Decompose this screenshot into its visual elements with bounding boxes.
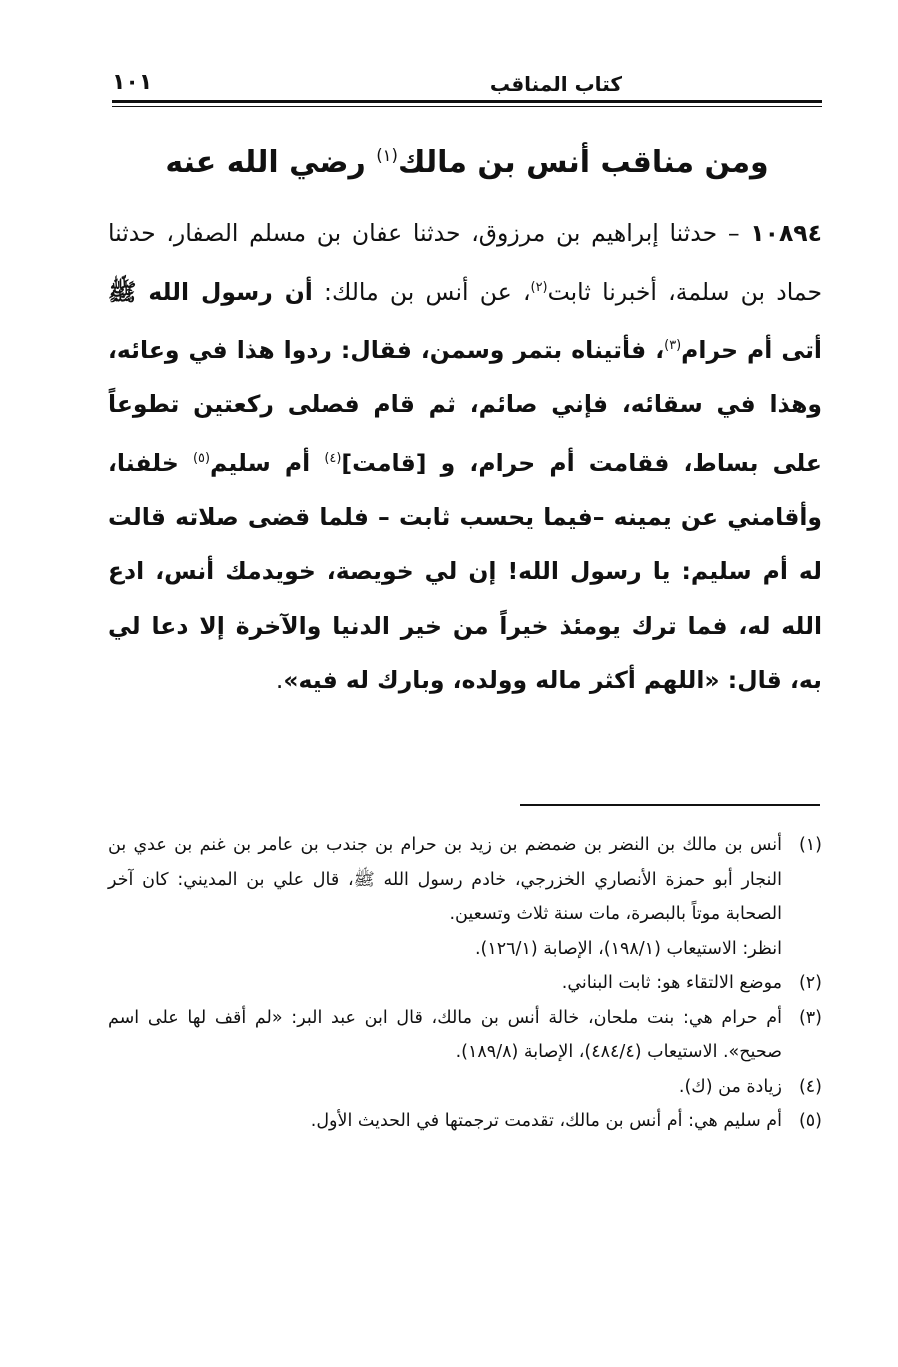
footnote-text: زيادة من (ك). [678, 1076, 782, 1097]
header-rule-thin [112, 106, 822, 107]
chapter-title-tail: رضي الله عنه [165, 145, 377, 180]
footnote-text: أنس بن مالك بن النضر بن ضمضم بن زيد بن حرام بن جندب بن عامر بن غنم بن عدي بن النجار أبو حمزة الأنصاري الخزرجي، خادم رسول الله ﷺ، قال علي بن المديني: كان آخر الصحابة موتاً بالبصرة، مات سنة ثلاث وتسعين. [108, 835, 782, 924]
footnote [108, 1070, 822, 1105]
footnote-ref: (٢) [530, 279, 548, 295]
footnote-ref: (٣) [664, 337, 682, 353]
isnad-part-1: – حدثنا إبراهيم بن مرزوق، حدثنا عفان بن مسلم الصفار، حدثنا حماد بن سلمة، أخبرنا ثابت [108, 219, 823, 306]
page-number: ١٠١ [112, 70, 153, 95]
matn-part-2: ، فأتيناه بتمر وسمن، فقال: ردوا هذا في وعائه، وهذا في سقائه، فإني صائم، ثم قام فصلى ركعتين تطوعاً على بساط، فقامت أم حرام، و [قامت] [108, 335, 822, 477]
footnote-ref: (٥) [192, 450, 210, 466]
chapter-title-text: ومن مناقب أنس بن مالك [397, 145, 769, 180]
footnote-mark: (٤) [798, 1076, 822, 1097]
footnote-ref: (١) [376, 146, 398, 165]
prophetic-quote: «اللهم أكثر ماله وولده، وبارك له فيه» [283, 666, 720, 695]
footnote [108, 1001, 822, 1070]
header-rule [112, 100, 822, 103]
matn-part-4: خلفنا، وأقامني عن يمينه –فيما يحسب ثابت – فلما قضى صلاته قالت له أم سليم: يا رسول الله! إن لي خويصة، خويدمك أنس، ادع الله له، فما ترك يومئذ خيراً من خير الدنيا والآخرة إلا دعا لي به، قال: [108, 448, 822, 695]
matn-part-3: أم سليم [209, 448, 325, 477]
matn-part-1: أن رسول الله ﷺ أتى أم حرام [108, 277, 822, 364]
footnote-mark: (٢) [798, 973, 822, 993]
footnote-separator [520, 804, 820, 806]
footnote [108, 828, 822, 966]
footnote-mark: (١) [798, 835, 822, 855]
footnote-text: انظر: الاستيعاب (١٩٨/١)، الإصابة (١٢٦/١). [474, 938, 782, 959]
footnote-text: أم سليم هي: أم أنس بن مالك، تقدمت ترجمتها في الحديث الأول. [310, 1111, 782, 1131]
footnote [108, 966, 822, 1001]
footnote-text: موضع الالتقاء هو: ثابت البناني. [561, 973, 782, 993]
isnad-part-2: ، عن أنس بن مالك: [312, 277, 531, 306]
hadith-number: ١٠٨٩٤ [750, 219, 822, 247]
page-header [112, 72, 822, 102]
footnote-text: أم حرام هي: بنت ملحان، خالة أنس بن مالك، قال ابن عبد البر: «لم أقف لها على اسم صحيح». الاستيعاب (٤٨٤/٤)، الإصابة (١٨٩/٨). [108, 1007, 782, 1062]
hadith-text [108, 206, 822, 708]
footnote-ref: (٤) [324, 450, 342, 466]
hadith-end: . [275, 666, 284, 695]
footnote-mark: (٥) [798, 1111, 822, 1131]
footnote [108, 1104, 822, 1139]
running-title: كتاب المناقب [489, 72, 622, 96]
footnote-mark: (٣) [798, 1007, 822, 1028]
chapter-title [112, 145, 822, 180]
footnotes [108, 828, 822, 1139]
